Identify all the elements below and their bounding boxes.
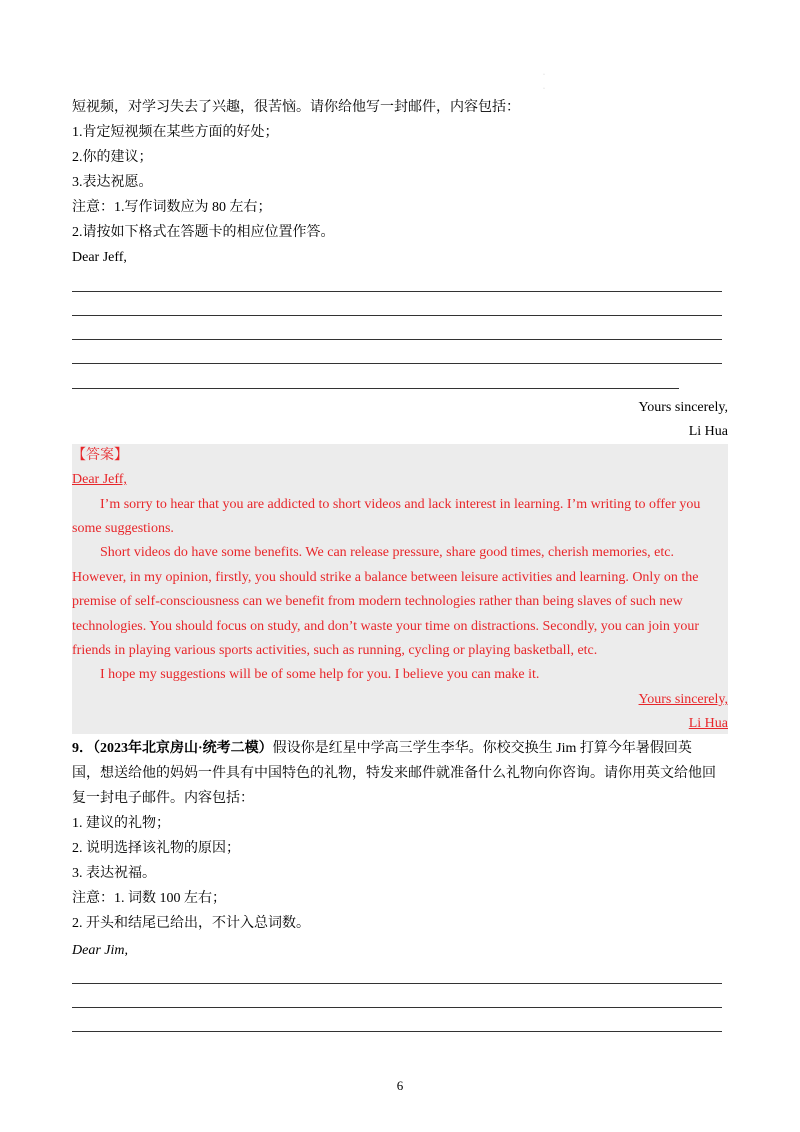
q8-note-1: 注意：1.写作词数应为 80 左右； — [72, 200, 272, 215]
q9-salutation: Dear Jim, — [72, 943, 128, 958]
corner-mark: · — [543, 86, 545, 92]
q9-point-1: 1. 建议的礼物； — [72, 816, 170, 831]
q9-note-2: 2. 开头和结尾已给出，不计入总词数。 — [72, 916, 310, 931]
q9-number: 9． — [72, 741, 93, 756]
corner-mark: · — [543, 72, 545, 78]
answer-signature: Li Hua — [688, 716, 728, 731]
answer-p2-line1: Short videos do have some benefits. We can release pressure, share good times, cherish memories, etc. — [100, 545, 674, 560]
answer-p1-line2: some suggestions. — [72, 521, 174, 536]
answer-line — [72, 1031, 722, 1032]
answer-line — [72, 1007, 722, 1008]
answer-salutation: Dear Jeff, — [72, 472, 127, 487]
answer-p2-line2: However, in my opinion, firstly, you should strike a balance between leisure activities and learning. Only on the — [72, 570, 699, 585]
q9-text-line1: 假设你是红星中学高三学生李华。你校交换生 Jim 打算今年暑假回英 — [272, 741, 692, 756]
answer-line — [72, 291, 722, 292]
q8-point-3: 3.表达祝愿。 — [72, 175, 153, 190]
q9-note-1: 注意：1. 词数 100 左右； — [72, 891, 226, 906]
answer-p3: I hope my suggestions will be of some help for you. I believe you can make it. — [100, 667, 540, 682]
q9-point-3: 3. 表达祝福。 — [72, 866, 156, 881]
answer-line — [72, 363, 722, 364]
answer-closing: Yours sincerely, — [638, 692, 728, 707]
answer-label: 【答案】 — [72, 448, 128, 463]
q8-point-1: 1.肯定短视频在某些方面的好处； — [72, 125, 279, 140]
answer-p2-line4: technologies. You should focus on study, and don’t waste your time on distractions. Secondly, you can join your — [72, 619, 700, 634]
q9-text-line3: 复一封电子邮件。内容包括： — [72, 791, 254, 806]
q8-salutation: Dear Jeff, — [72, 250, 127, 265]
q8-point-2: 2.你的建议； — [72, 150, 153, 165]
q9-point-2: 2. 说明选择该礼物的原因； — [72, 841, 240, 856]
q8-signature: Li Hua — [688, 424, 728, 439]
answer-p2-line5: friends in playing various sports activities, such as running, cycling or playing basketball, etc. — [72, 643, 598, 658]
answer-line — [72, 388, 679, 389]
answer-line — [72, 983, 722, 984]
q9-text-line2: 国，想送给他的妈妈一件具有中国特色的礼物，特发来邮件就准备什么礼物向你咨询。请你用英文给他回 — [72, 766, 716, 781]
answer-p2-line3: premise of self-consciousness can we benefit from modern technologies rather than being slaves of such new — [72, 594, 683, 609]
q8-note-2: 2.请按如下格式在答题卡的相应位置作答。 — [72, 225, 335, 240]
q9-source: （2023年北京房山·统考二模） — [93, 741, 273, 756]
q8-closing: Yours sincerely, — [638, 400, 728, 415]
page-number: 6 — [396, 1078, 404, 1093]
answer-p1-line1: I’m sorry to hear that you are addicted to short videos and lack interest in learning. I’m writing to offer you — [100, 497, 701, 512]
q9-header — [72, 737, 692, 761]
answer-line — [72, 339, 722, 340]
answer-line — [72, 315, 722, 316]
q8-intro: 短视频，对学习失去了兴趣，很苦恼。请你给他写一封邮件，内容包括： — [72, 100, 520, 115]
